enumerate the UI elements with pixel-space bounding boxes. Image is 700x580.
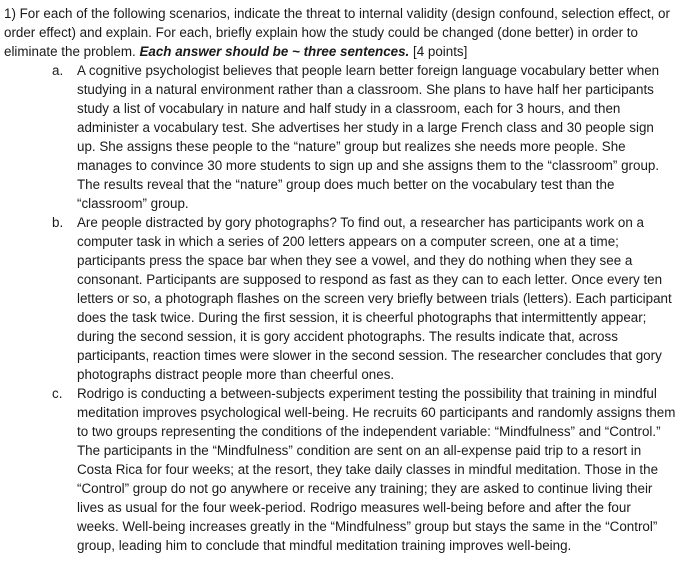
- scenario-text: A cognitive psychologist believes that people learn better foreign language vocabulary better when studying in a natural environment rather than a classroom. She plans to have half her participants study a list of vocabulary in nature and half study in a classroom, each for 3 hours, and then administer a vocabulary test. She advertises her study in a large French class and 30 people sign up. She assigns these people to the “nature” group but realizes she needs more people. She manages to convince 30 more students to sign up and she assigns them to the “classroom” group. The results reveal that the “nature” group does much better on the vocabulary test than the “classroom” group.: [77, 63, 660, 211]
- scenario-marker: c.: [52, 386, 63, 401]
- answer-length-instruction: Each answer should be ~ three sentences.: [139, 44, 410, 59]
- scenario-list: [4, 61, 676, 555]
- scenario-marker: a.: [52, 63, 64, 78]
- scenario-item-c: [4, 384, 676, 555]
- intro-text: 1) For each of the following scenarios, indicate the threat to internal validity (design confound, selection effect, or order effect) and explain. For each, briefly explain how the study could be changed (done better) in order to eliminate the problem.: [4, 6, 670, 59]
- scenario-text: Are people distracted by gory photographs? To find out, a researcher has participants work on a computer task in which a series of 200 letters appears on a computer screen, one at a time; participants press the space bar when they see a vowel, and they do nothing when they see a consonant. Participants are supposed to respond as fast as they can to each letter. Once every ten letters or so, a photograph flashes on the screen very briefly between trials (letters). Each participant does the task twice. During the first session, it is cheerful photographs that intermittently appear; during the second session, it is gory accident photographs. The results indicate that, across participants, reaction times were slower in the second session. The researcher concludes that gory photographs distract people more than cheerful ones.: [77, 215, 672, 382]
- scenario-marker: b.: [52, 215, 64, 230]
- points-label: [4 points]: [413, 44, 468, 59]
- scenario-text: Rodrigo is conducting a between-subjects experiment testing the possibility that training in mindful meditation improves psychological well-being. He recruits 60 participants and randomly assigns them to two groups representing the conditions of the independent variable: “Mindfulness” and “Control.” The participants in the “Mindfulness” condition are sent on an all-expense paid trip to a resort in Costa Rica for four weeks; at the resort, they take daily classes in mindful meditation. Those in the “Control” group do not go anywhere or receive any training; they are asked to continue living their lives as usual for the four week-period. Rodrigo measures well-being before and after the four weeks. Well-being increases greatly in the “Mindfulness” group but stays the same in the “Control” group, leading him to conclude that mindful meditation training improves well-being.: [77, 386, 676, 553]
- question-intro: [4, 4, 676, 61]
- scenario-item-b: [4, 213, 676, 384]
- scenario-item-a: [4, 61, 676, 213]
